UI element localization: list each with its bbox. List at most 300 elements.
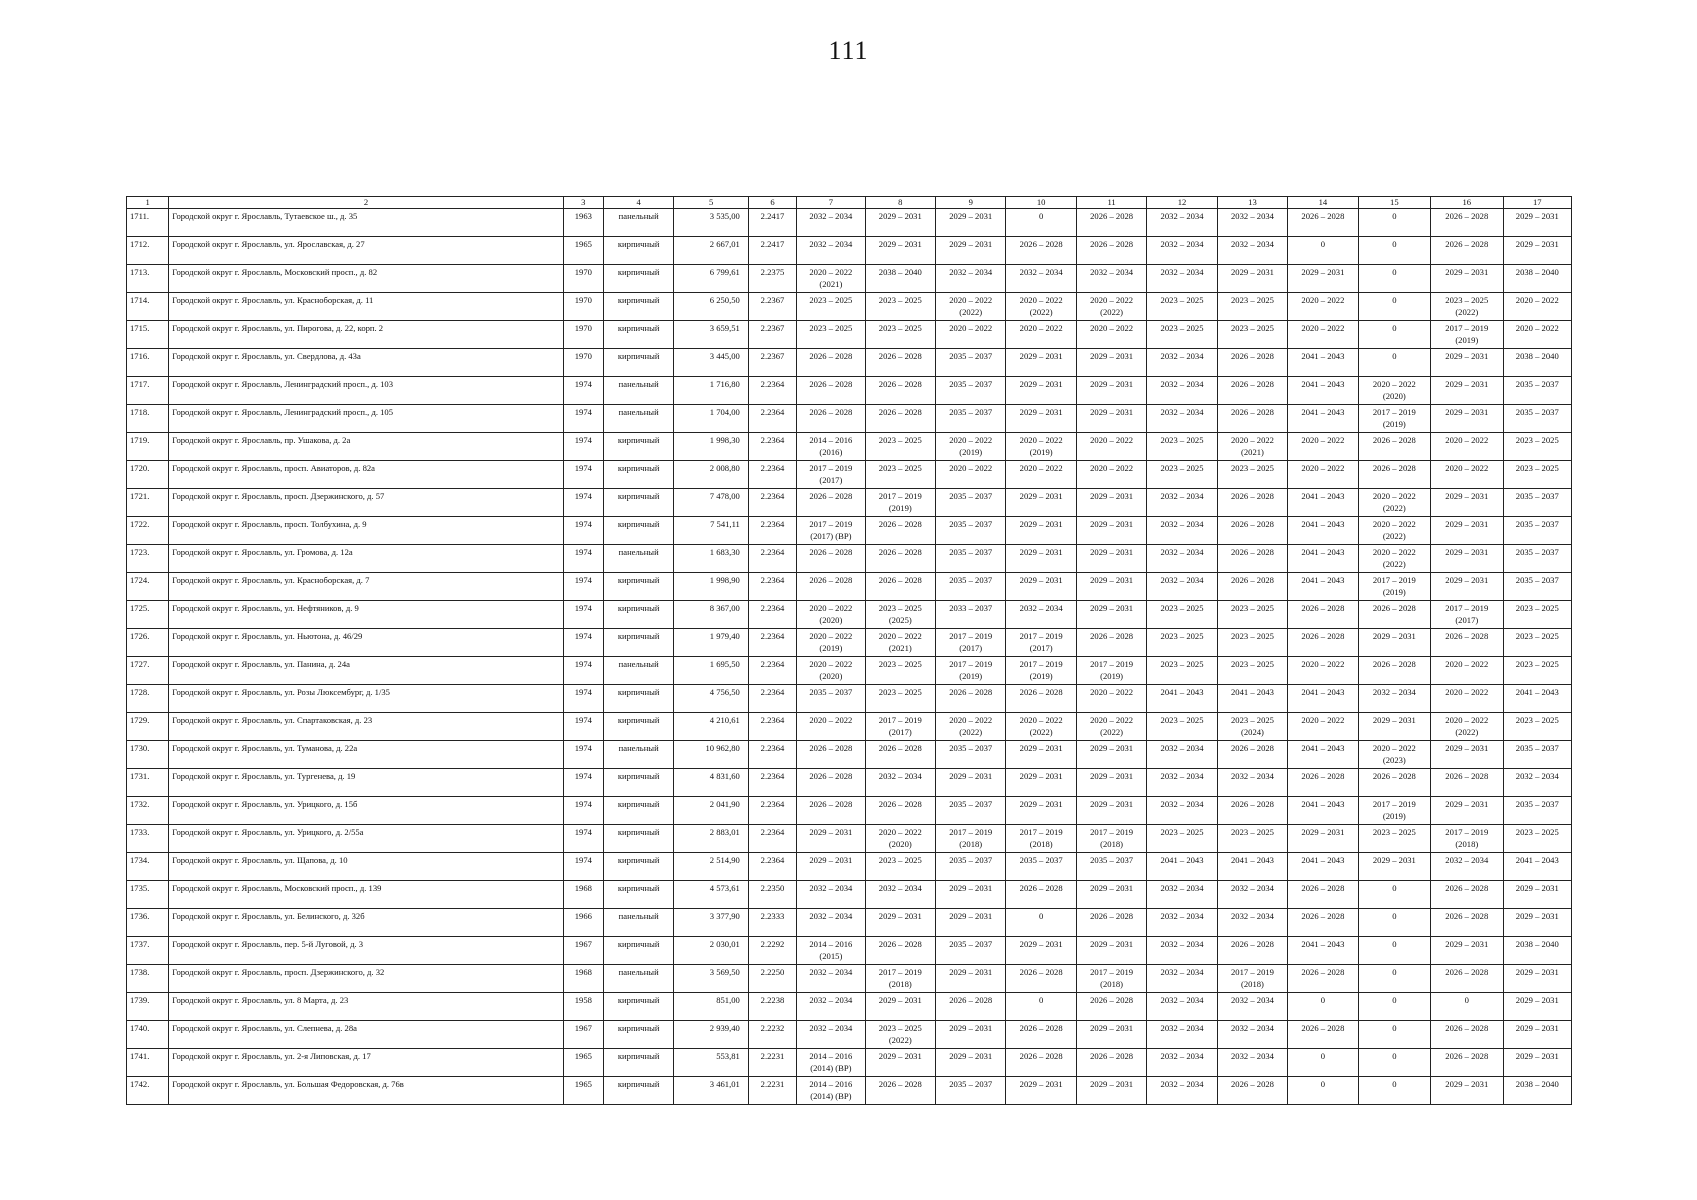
table-cell: 2023 – 2025 (2022) (1431, 293, 1503, 321)
table-row (127, 321, 1572, 349)
table-cell: 2029 – 2031 (1076, 377, 1146, 405)
table-cell: 2029 – 2031 (1503, 993, 1572, 1021)
table-cell: 2029 – 2031 (1503, 1021, 1572, 1049)
table-cell: 2032 – 2034 (1147, 741, 1217, 769)
table-cell: 2032 – 2034 (1147, 769, 1217, 797)
table-cell: 2026 – 2028 (1431, 965, 1503, 993)
column-header: 3 (563, 197, 603, 209)
table-cell: 1719. (127, 433, 169, 461)
table-cell: 0 (1358, 881, 1430, 909)
table-cell: 2020 – 2022 (2022) (1076, 713, 1146, 741)
table-cell: 2032 – 2034 (1147, 909, 1217, 937)
table-cell: кирпичный (603, 1077, 673, 1105)
table-cell: 2029 – 2031 (1288, 265, 1358, 293)
table-cell: панельный (603, 405, 673, 433)
table-cell: 2035 – 2037 (1503, 517, 1572, 545)
table-cell: 2023 – 2025 (1217, 629, 1287, 657)
table-cell: 2032 – 2034 (936, 265, 1006, 293)
table-cell: 2026 – 2028 (865, 741, 935, 769)
table-cell: 3 461,01 (674, 1077, 748, 1105)
table-cell: 2026 – 2028 (1217, 741, 1287, 769)
table-cell: 2035 – 2037 (936, 517, 1006, 545)
table-cell: 2041 – 2043 (1288, 853, 1358, 881)
table-cell: панельный (603, 741, 673, 769)
table-cell: 1967 (563, 937, 603, 965)
table-cell: 2026 – 2028 (1288, 881, 1358, 909)
table-cell: 2035 – 2037 (936, 405, 1006, 433)
table-row (127, 349, 1572, 377)
table-container (126, 196, 1572, 1105)
table-cell: 2.2364 (748, 377, 796, 405)
table-cell: 2038 – 2040 (865, 265, 935, 293)
table-cell: 0 (1358, 209, 1430, 237)
table-cell: 1742. (127, 1077, 169, 1105)
table-cell: 2029 – 2031 (1006, 405, 1076, 433)
table-cell: 3 445,00 (674, 349, 748, 377)
table-cell: 2017 – 2019 (2018) (936, 825, 1006, 853)
table-cell: 2026 – 2028 (1431, 629, 1503, 657)
table-cell: 0 (1358, 909, 1430, 937)
table-cell: 2023 – 2025 (865, 657, 935, 685)
table-cell: 4 831,60 (674, 769, 748, 797)
table-cell: 2032 – 2034 (865, 769, 935, 797)
table-cell: 0 (1006, 909, 1076, 937)
table-row (127, 993, 1572, 1021)
table-cell: 2032 – 2034 (1431, 853, 1503, 881)
table-cell: 2.2367 (748, 349, 796, 377)
table-cell: Городской округ г. Ярославль, ул. Туманова, д. 22а (169, 741, 563, 769)
table-cell: 2026 – 2028 (797, 769, 865, 797)
table-cell: 2020 – 2022 (1076, 321, 1146, 349)
table-cell: 2029 – 2031 (936, 769, 1006, 797)
table-cell: кирпичный (603, 713, 673, 741)
table-cell: Городской округ г. Ярославль, ул. 8 Марта, д. 23 (169, 993, 563, 1021)
table-cell: 0 (1358, 937, 1430, 965)
table-cell: 2032 – 2034 (1147, 545, 1217, 573)
table-cell: 2017 – 2019 (2019) (1358, 405, 1430, 433)
table-cell: 2041 – 2043 (1288, 685, 1358, 713)
table-cell: кирпичный (603, 1021, 673, 1049)
table-cell: 1974 (563, 573, 603, 601)
table-cell: 2029 – 2031 (1431, 349, 1503, 377)
table-cell: кирпичный (603, 993, 673, 1021)
table-cell: 2020 – 2022 (1503, 293, 1572, 321)
table-cell: 2032 – 2034 (1147, 1021, 1217, 1049)
table-cell: 2026 – 2028 (1288, 909, 1358, 937)
table-cell: 2017 – 2019 (2019) (1358, 573, 1430, 601)
table-cell: 2020 – 2022 (2019) (936, 433, 1006, 461)
table-cell: 1974 (563, 489, 603, 517)
table-cell: 2.2364 (748, 489, 796, 517)
table-cell: 2026 – 2028 (1217, 545, 1287, 573)
column-header: 16 (1431, 197, 1503, 209)
column-header: 9 (936, 197, 1006, 209)
table-cell: 2029 – 2031 (1076, 349, 1146, 377)
table-cell: 2.2364 (748, 825, 796, 853)
table-cell: 2026 – 2028 (1217, 517, 1287, 545)
table-cell: Городской округ г. Ярославль, просп. Толбухина, д. 9 (169, 517, 563, 545)
table-cell: 2023 – 2025 (1217, 293, 1287, 321)
table-cell: Городской округ г. Ярославль, ул. Слепнева, д. 28а (169, 1021, 563, 1049)
table-cell: 2017 – 2019 (2017) (936, 629, 1006, 657)
table-cell: 2020 – 2022 (2022) (1006, 293, 1076, 321)
table-row (127, 797, 1572, 825)
table-cell: 2023 – 2025 (1147, 321, 1217, 349)
table-cell: 2 030,01 (674, 937, 748, 965)
table-cell: 2023 – 2025 (797, 321, 865, 349)
table-cell: 2026 – 2028 (797, 741, 865, 769)
table-cell: 1 704,00 (674, 405, 748, 433)
table-cell: 1974 (563, 769, 603, 797)
column-header: 17 (1503, 197, 1572, 209)
table-cell: Городской округ г. Ярославль, ул. Розы Люксембург, д. 1/35 (169, 685, 563, 713)
table-cell: 1968 (563, 965, 603, 993)
table-row (127, 825, 1572, 853)
table-cell: 4 210,61 (674, 713, 748, 741)
column-header: 5 (674, 197, 748, 209)
table-cell: 2020 – 2022 (1076, 461, 1146, 489)
table-cell: 2023 – 2025 (1358, 825, 1430, 853)
table-cell: 2017 – 2019 (2019) (1006, 657, 1076, 685)
table-cell: 2032 – 2034 (1217, 769, 1287, 797)
table-cell: 2026 – 2028 (1217, 349, 1287, 377)
table-row (127, 461, 1572, 489)
table-cell: 1717. (127, 377, 169, 405)
table-cell: 2032 – 2034 (797, 881, 865, 909)
table-cell: 2032 – 2034 (1147, 573, 1217, 601)
table-cell: 2029 – 2031 (1006, 349, 1076, 377)
table-cell: 2014 – 2016 (2015) (797, 937, 865, 965)
table-cell: 2014 – 2016 (2014) (ВР) (797, 1049, 865, 1077)
table-cell: 2038 – 2040 (1503, 1077, 1572, 1105)
table-cell: 2029 – 2031 (1076, 545, 1146, 573)
column-header: 2 (169, 197, 563, 209)
table-cell: 1 716,80 (674, 377, 748, 405)
table-cell: 2041 – 2043 (1288, 405, 1358, 433)
table-cell: кирпичный (603, 293, 673, 321)
table-cell: Городской округ г. Ярославль, просп. Авиаторов, д. 82а (169, 461, 563, 489)
table-cell: 2035 – 2037 (1503, 797, 1572, 825)
table-cell: 2029 – 2031 (1006, 489, 1076, 517)
table-cell: 1967 (563, 1021, 603, 1049)
table-cell: 2041 – 2043 (1503, 685, 1572, 713)
table-cell: 2020 – 2022 (1431, 685, 1503, 713)
table-cell: 2035 – 2037 (936, 937, 1006, 965)
table-cell: Городской округ г. Ярославль, ул. Урицкого, д. 2/55а (169, 825, 563, 853)
table-cell: 2035 – 2037 (936, 853, 1006, 881)
table-cell: 2026 – 2028 (797, 405, 865, 433)
table-cell: 2032 – 2034 (1217, 209, 1287, 237)
table-cell: 2026 – 2028 (1431, 1021, 1503, 1049)
table-cell: 1712. (127, 237, 169, 265)
table-cell: 1722. (127, 517, 169, 545)
table-cell: 1 998,90 (674, 573, 748, 601)
table-cell: 0 (1358, 1077, 1430, 1105)
table-cell: 2029 – 2031 (1431, 741, 1503, 769)
table-cell: 2029 – 2031 (1503, 237, 1572, 265)
table-cell: 1 998,30 (674, 433, 748, 461)
table-cell: 2020 – 2022 (1076, 685, 1146, 713)
table-cell: 2026 – 2028 (1217, 573, 1287, 601)
table-cell: 2026 – 2028 (1431, 881, 1503, 909)
table-cell: 2020 – 2022 (1288, 433, 1358, 461)
table-cell: 2.2364 (748, 405, 796, 433)
table-cell: 2023 – 2025 (1503, 629, 1572, 657)
table-cell: 1711. (127, 209, 169, 237)
table-cell: 2032 – 2034 (1006, 601, 1076, 629)
table-cell: 2041 – 2043 (1288, 797, 1358, 825)
table-cell: Городской округ г. Ярославль, Ленинградский просп., д. 103 (169, 377, 563, 405)
table-cell: 1721. (127, 489, 169, 517)
table-cell: 2029 – 2031 (936, 209, 1006, 237)
table-row (127, 573, 1572, 601)
table-cell: Городской округ г. Ярославль, ул. Ньютона, д. 46/29 (169, 629, 563, 657)
table-cell: кирпичный (603, 769, 673, 797)
table-cell: 2026 – 2028 (865, 517, 935, 545)
table-cell: 1966 (563, 909, 603, 937)
column-header: 7 (797, 197, 865, 209)
table-cell: 1974 (563, 377, 603, 405)
table-cell: 1963 (563, 209, 603, 237)
table-cell: 2029 – 2031 (1358, 629, 1430, 657)
table-cell: 851,00 (674, 993, 748, 1021)
table-cell: 2029 – 2031 (797, 825, 865, 853)
table-cell: 2035 – 2037 (797, 685, 865, 713)
table-row (127, 209, 1572, 237)
table-cell: 2026 – 2028 (865, 573, 935, 601)
table-cell: 0 (1006, 209, 1076, 237)
table-cell: 2.2364 (748, 657, 796, 685)
table-cell: 2029 – 2031 (936, 237, 1006, 265)
table-cell: 2032 – 2034 (1217, 1049, 1287, 1077)
table-cell: 2.2364 (748, 461, 796, 489)
table-row (127, 601, 1572, 629)
table-row (127, 517, 1572, 545)
column-header: 11 (1076, 197, 1146, 209)
column-header: 12 (1147, 197, 1217, 209)
table-cell: 2032 – 2034 (1147, 209, 1217, 237)
table-cell: 2026 – 2028 (1006, 685, 1076, 713)
table-cell: 2029 – 2031 (1217, 265, 1287, 293)
table-cell: 2.2364 (748, 433, 796, 461)
table-row (127, 769, 1572, 797)
table-cell: 2.2364 (748, 601, 796, 629)
table-cell: Городской округ г. Ярославль, ул. Нефтяников, д. 9 (169, 601, 563, 629)
table-cell: 2029 – 2031 (865, 209, 935, 237)
table-cell: 0 (1288, 237, 1358, 265)
table-cell: 2020 – 2022 (1431, 461, 1503, 489)
table-cell: 2023 – 2025 (1503, 433, 1572, 461)
table-cell: 2026 – 2028 (1288, 629, 1358, 657)
table-cell: кирпичный (603, 433, 673, 461)
table-cell: 0 (1358, 237, 1430, 265)
table-cell: 1727. (127, 657, 169, 685)
table-cell: 2029 – 2031 (1358, 713, 1430, 741)
table-cell: 2017 – 2019 (2018) (1076, 965, 1146, 993)
table-cell: 2020 – 2022 (2023) (1358, 741, 1430, 769)
table-cell: 2029 – 2031 (1431, 1077, 1503, 1105)
table-cell: 2023 – 2025 (865, 461, 935, 489)
table-cell: 2014 – 2016 (2016) (797, 433, 865, 461)
table-cell: 2.2364 (748, 545, 796, 573)
table-cell: 2023 – 2025 (1217, 825, 1287, 853)
table-cell: кирпичный (603, 797, 673, 825)
table-cell: 2026 – 2028 (1288, 769, 1358, 797)
table-cell: панельный (603, 965, 673, 993)
table-cell: 2026 – 2028 (1217, 489, 1287, 517)
column-header: 6 (748, 197, 796, 209)
table-cell: Городской округ г. Ярославль, пр. Ушакова, д. 2а (169, 433, 563, 461)
table-cell: 2.2375 (748, 265, 796, 293)
table-cell: 1726. (127, 629, 169, 657)
table-cell: 2.2232 (748, 1021, 796, 1049)
table-cell: 2029 – 2031 (1006, 1077, 1076, 1105)
table-cell: панельный (603, 209, 673, 237)
table-cell: 2023 – 2025 (1147, 601, 1217, 629)
table-cell: 2029 – 2031 (1503, 1049, 1572, 1077)
table-cell: 2026 – 2028 (1006, 1049, 1076, 1077)
table-cell: кирпичный (603, 489, 673, 517)
column-header: 8 (865, 197, 935, 209)
table-cell: 2020 – 2022 (2022) (936, 293, 1006, 321)
table-cell: 2029 – 2031 (1006, 573, 1076, 601)
table-cell: 2041 – 2043 (1288, 377, 1358, 405)
table-row (127, 685, 1572, 713)
table-cell: 2023 – 2025 (865, 433, 935, 461)
table-cell: 1725. (127, 601, 169, 629)
table-row (127, 433, 1572, 461)
table-cell: 2020 – 2022 (2022) (1358, 489, 1430, 517)
table-row (127, 853, 1572, 881)
table-row (127, 937, 1572, 965)
table-cell: 2020 – 2022 (1431, 433, 1503, 461)
table-cell: Городской округ г. Ярославль, пер. 5-й Луговой, д. 3 (169, 937, 563, 965)
table-cell: 2029 – 2031 (1503, 881, 1572, 909)
table-cell: 2.2231 (748, 1049, 796, 1077)
table-cell: 2026 – 2028 (1431, 1049, 1503, 1077)
table-cell: 2029 – 2031 (1076, 1021, 1146, 1049)
table-cell: Городской округ г. Ярославль, ул. Спартаковская, д. 23 (169, 713, 563, 741)
table-cell: 2020 – 2022 (1288, 293, 1358, 321)
table-cell: 2029 – 2031 (1076, 797, 1146, 825)
table-cell: Городской округ г. Ярославль, ул. Щапова, д. 10 (169, 853, 563, 881)
table-cell: 2017 – 2019 (2018) (1076, 825, 1146, 853)
table-cell: 1714. (127, 293, 169, 321)
table-cell: 1974 (563, 405, 603, 433)
table-cell: 2026 – 2028 (865, 1077, 935, 1105)
table-body (127, 209, 1572, 1105)
table-row (127, 1077, 1572, 1105)
table-cell: 2020 – 2022 (2019) (797, 629, 865, 657)
table-cell: 2.2364 (748, 629, 796, 657)
table-cell: 2026 – 2028 (1288, 1021, 1358, 1049)
table-cell: 2020 – 2022 (1288, 321, 1358, 349)
column-header: 15 (1358, 197, 1430, 209)
table-cell: 2.2292 (748, 937, 796, 965)
table-cell: 2038 – 2040 (1503, 349, 1572, 377)
table-cell: панельный (603, 545, 673, 573)
table-cell: 2029 – 2031 (1076, 405, 1146, 433)
table-cell: 2023 – 2025 (1147, 629, 1217, 657)
table-cell: 2032 – 2034 (1147, 349, 1217, 377)
table-cell: 2032 – 2034 (1217, 237, 1287, 265)
table-cell: 553,81 (674, 1049, 748, 1077)
table-cell: 2020 – 2022 (2019) (1006, 433, 1076, 461)
table-cell: 2017 – 2019 (2018) (1431, 825, 1503, 853)
table-cell: 2020 – 2022 (2022) (936, 713, 1006, 741)
table-cell: Городской округ г. Ярославль, ул. Громова, д. 12а (169, 545, 563, 573)
table-cell: 4 573,61 (674, 881, 748, 909)
table-row (127, 629, 1572, 657)
table-cell: 2032 – 2034 (797, 993, 865, 1021)
column-header: 14 (1288, 197, 1358, 209)
table-cell: 2029 – 2031 (1358, 853, 1430, 881)
table-row (127, 909, 1572, 937)
table-cell: 2029 – 2031 (1006, 937, 1076, 965)
table-cell: 1974 (563, 657, 603, 685)
table-cell: Городской округ г. Ярославль, Тутаевское ш., д. 35 (169, 209, 563, 237)
table-cell: 2.2364 (748, 853, 796, 881)
table-cell: кирпичный (603, 321, 673, 349)
table-cell: 1 695,50 (674, 657, 748, 685)
table-cell: 2029 – 2031 (936, 1049, 1006, 1077)
table-cell: 2029 – 2031 (1431, 265, 1503, 293)
table-cell: 2020 – 2022 (936, 321, 1006, 349)
column-header: 13 (1217, 197, 1287, 209)
table-cell: Городской округ г. Ярославль, Московский просп., д. 139 (169, 881, 563, 909)
table-cell: Городской округ г. Ярославль, Ленинградский просп., д. 105 (169, 405, 563, 433)
table-row (127, 713, 1572, 741)
table-cell: 1970 (563, 321, 603, 349)
table-cell: 2017 – 2019 (2017) (1006, 629, 1076, 657)
table-cell: 1716. (127, 349, 169, 377)
table-cell: 1723. (127, 545, 169, 573)
table-cell: 2041 – 2043 (1503, 853, 1572, 881)
table-cell: 2032 – 2034 (1147, 937, 1217, 965)
table-cell: 2.2231 (748, 1077, 796, 1105)
table-cell: 1965 (563, 1049, 603, 1077)
table-cell: 2041 – 2043 (1217, 685, 1287, 713)
table-cell: Городской округ г. Ярославль, ул. Красноборская, д. 11 (169, 293, 563, 321)
table-cell: 2026 – 2028 (1358, 657, 1430, 685)
table-cell: 2026 – 2028 (865, 377, 935, 405)
table-cell: 2026 – 2028 (865, 797, 935, 825)
table-cell: 2 667,01 (674, 237, 748, 265)
table-cell: 2.2364 (748, 573, 796, 601)
table-cell: Городской округ г. Ярославль, ул. 2-я Липовская, д. 17 (169, 1049, 563, 1077)
table-cell: 1965 (563, 237, 603, 265)
table-cell: 2017 – 2019 (2019) (865, 489, 935, 517)
table-cell: 2041 – 2043 (1288, 545, 1358, 573)
table-cell: 2017 – 2019 (2017) (ВР) (797, 517, 865, 545)
table-cell: 2029 – 2031 (1503, 909, 1572, 937)
table-cell: 2032 – 2034 (1147, 517, 1217, 545)
table-cell: 2.2417 (748, 237, 796, 265)
table-cell: 2026 – 2028 (797, 797, 865, 825)
table-cell: 2029 – 2031 (1431, 377, 1503, 405)
table-cell: 2029 – 2031 (1076, 937, 1146, 965)
table-cell: 2.2367 (748, 321, 796, 349)
table-cell: кирпичный (603, 825, 673, 853)
table-cell: 1974 (563, 797, 603, 825)
table-cell: 2.2250 (748, 965, 796, 993)
table-cell: 2041 – 2043 (1288, 517, 1358, 545)
table-cell: 2026 – 2028 (1076, 237, 1146, 265)
column-header: 10 (1006, 197, 1076, 209)
table-cell: 2017 – 2019 (2017) (1431, 601, 1503, 629)
table-cell: 2032 – 2034 (797, 209, 865, 237)
table-cell: 2023 – 2025 (2022) (865, 1021, 935, 1049)
